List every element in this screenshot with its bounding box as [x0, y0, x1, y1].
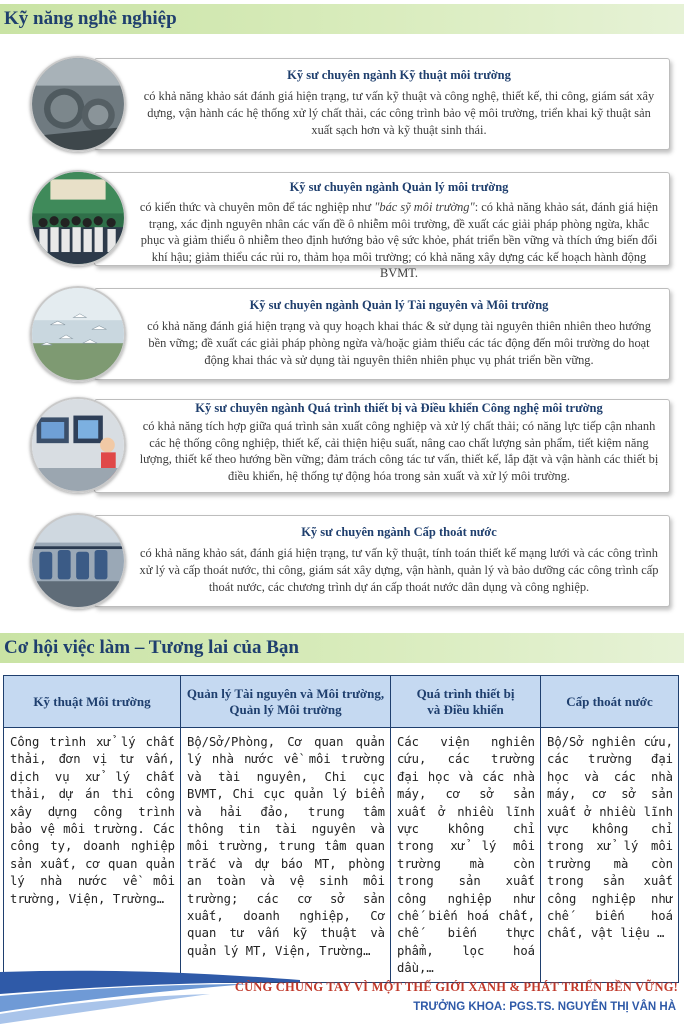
job-opportunities-table — [3, 675, 679, 983]
footer-dean: TRƯỞNG KHOA: PGS.TS. NGUYỄN THỊ VÂN HÀ — [413, 1001, 676, 1013]
skill-title: Kỹ sư chuyên ngành Quá trình thiết bị và Điều khiển Công nghệ môi trường — [195, 401, 603, 415]
skill-card-environmental-management — [30, 170, 659, 281]
skill-title: Kỹ sư chuyên ngành Quản lý môi trường — [289, 180, 509, 194]
skill-description: có khả năng khảo sát đánh giá hiện trạng, tư vấn kỹ thuật và công nghệ, thiết kế, thi công, giám sát xây dựng, vận hành các hệ thống xử lý chất thải, các công trình bảo vệ môi trường, triển khai kỹ thuật sản xuất sạch hơn và kỹ thuật sinh thái. — [143, 89, 655, 137]
section-title-jobs: Cơ hội việc làm – Tương lai của Bạn — [4, 637, 299, 658]
skill-text-box — [94, 399, 670, 493]
table-cell: Bộ/Sở nghiên cứu, các trường đại học và các nhà máy, cơ sở sản xuất ở nhiều lĩnh vực không chỉ trong xử lý môi trường mà còn trong sản xuất công nghiệp như chế biến hoá chất, vật liệu … — [541, 728, 679, 983]
control-room-photo — [30, 397, 126, 493]
skill-description-pre: có kiến thức và chuyên môn để tác nghiệp như — [139, 200, 375, 214]
section-title-skills: Kỹ năng nghề nghiệp — [4, 8, 177, 29]
column-header-resource-management: Quản lý Tài nguyên và Môi trường, Quản lý Môi trường — [181, 676, 391, 728]
skill-card-process-control — [30, 397, 659, 493]
table-cell: Công trình xử lý chất thải, đơn vị tư vấn, dịch vụ xử lý chất thải, dự án thi công xây dựng công trình bảo vệ môi trường. Các công ty, doanh nghiệp sản xuất, cơ quan quản lý nhà nước về môi trường, Viện, Trường… — [4, 728, 181, 983]
table-row — [4, 728, 679, 983]
skill-title: Kỹ sư chuyên ngành Kỹ thuật môi trường — [287, 68, 511, 82]
column-header-water-supply: Cấp thoát nước — [541, 676, 679, 728]
skill-text-box — [94, 58, 670, 150]
skill-description-post: : có khả năng khảo sát, đánh giá hiện trạng, xác định nguyên nhân các vấn đề ô nhiễm môi trường, đề xuất các giải pháp phòng ngừa, khắc phục và giảm thiểu ô nhiễm theo định hướng bảo vệ sức khỏe, phát triển bền vững và thích ứng biến đổi khí hậu; giảm thiểu các rủi ro, thảm họa môi trường; có khả năng xây dựng các kế hoạch hành động BVMT. — [140, 200, 659, 281]
skill-card-resource-management — [30, 286, 651, 382]
skill-text-box — [94, 172, 670, 281]
water-plant-photo — [30, 513, 126, 609]
column-header-environmental-engineering: Kỹ thuật Môi trường — [4, 676, 181, 728]
skill-description-emphasis: "bác sỹ môi trường" — [374, 200, 475, 214]
birds-wetland-photo — [30, 286, 126, 382]
table-cell: Bộ/Sở/Phòng, Cơ quan quản lý nhà nước về môi trường và tài nguyên, Chi cục BVMT, Chi cục quản lý biển và hải đảo, trung tâm thông tin tài nguyên và môi trường, trung tâm quan trắc và dự báo MT, phòng an toàn và vệ sinh môi trường; các cơ sở sản xuất, doanh nghiệp, Cơ quan tư vấn kỹ thuật và quản lý MT, Viện, Trường… — [181, 728, 391, 983]
section-header-skills — [0, 4, 684, 34]
table-cell: Các viện nghiên cứu, các trường đại học và các nhà máy, cơ sở sản xuất ở nhiều lĩnh vực không chỉ trong xử lý môi trường mà còn trong sản xuất công nghiệp như chế biến hoá chất, chế biến thực phẩm, lọc hoá dầu,… — [391, 728, 541, 983]
skill-text-box — [94, 288, 670, 380]
skill-text-box — [94, 515, 670, 607]
skill-title: Kỹ sư chuyên ngành Cấp thoát nước — [301, 525, 497, 539]
skill-description — [137, 199, 661, 282]
skill-title: Kỹ sư chuyên ngành Quản lý Tài nguyên và Môi trường — [249, 298, 549, 312]
group-photo — [30, 170, 126, 266]
skill-card-environmental-engineering — [30, 56, 655, 152]
skill-description: có khả năng tích hợp giữa quá trình sản xuất công nghiệp và xử lý chất thải; có năng lực tiếp cận nhanh các hệ thống công nghiệp, thiết kế, cải thiện hiệu suất, nâng cao chất lượng sản phẩm, tiết kiệm năng lượng, thiết kế theo hướng bền vững; đảm trách công tác tư vấn, thiết kế, lắp đặt và vận hành các thiết bị điều khiển, hệ thống tự động hóa trong sản xuất và xử lý môi trường. — [139, 419, 659, 483]
table-header-row — [4, 676, 679, 728]
skill-description: có khả năng khảo sát, đánh giá hiện trạng, tư vấn kỹ thuật, tính toán thiết kế mạng lưới và các công trình xử lý và cấp thoát nước, thi công, giám sát xây dựng, vận hành, quản lý và bảo dưỡng các công trình cấp thoát nước, các chương trình dự án cấp thoát nước dân dụng và công nghiệp. — [139, 546, 659, 594]
section-header-jobs — [0, 633, 684, 663]
treatment-plant-photo — [30, 56, 126, 152]
column-header-process-control: Quá trình thiết bị và Điều khiển — [391, 676, 541, 728]
skill-description: có khả năng đánh giá hiện trạng và quy hoạch khai thác & sử dụng tài nguyên thiên nhiên theo hướng bền vững; đề xuất các giải pháp phòng ngừa và/hoặc giảm thiểu các tác động đến môi trường do hoạt động khai thác và sử dụng tài nguyên thiên nhiên phục vụ phát triển bền vững. — [147, 319, 651, 367]
footer-slogan: CÙNG CHUNG TAY VÌ MỘT THẾ GIỚI XANH & PHÁT TRIỂN BỀN VỮNG! — [234, 980, 678, 994]
skill-card-water-supply-drainage — [30, 513, 659, 609]
